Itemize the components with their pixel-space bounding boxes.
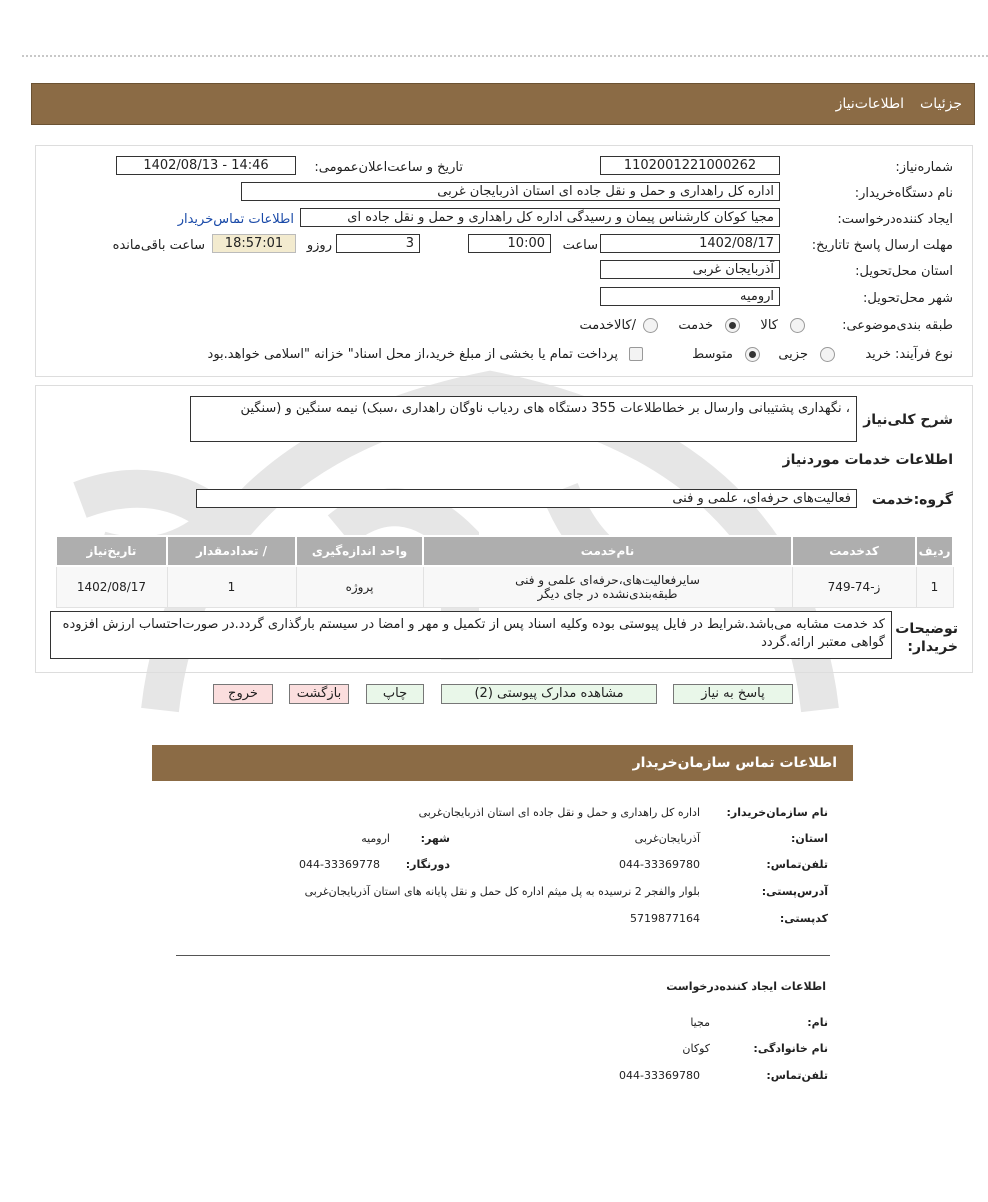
org-label: نام سازمان‌خریدار:	[726, 806, 828, 819]
fax-label: دورنگار:	[405, 858, 450, 871]
creator-field: مجیا کوکان کارشناس پیمان و رسیدگی اداره کل راهداری و حمل و نقل جاده ای	[300, 208, 780, 227]
description-label: شرح کلی‌نیاز	[863, 412, 953, 428]
contact-header	[152, 745, 853, 781]
category-label: طبقه بندی‌موضوعی:	[842, 318, 953, 333]
services-title: اطلاعات خدمات موردنیاز	[782, 452, 953, 468]
process-label: نوع فرآیند:	[895, 347, 953, 362]
buyer-notes-label: توضیحات خریدار:	[895, 621, 958, 655]
creator-phone-value: 044-33369780	[619, 1069, 700, 1082]
category-both-label: /کالاخدمت	[579, 318, 636, 333]
fax-value: 044-33369778	[299, 858, 380, 871]
cell-name-line1: سایر‌فعالیت‌های،حرفه‌ای علمی و فنی	[515, 573, 700, 587]
cell-name	[423, 566, 792, 608]
group-label: گروه:خدمت	[871, 492, 953, 508]
address-value: بلوار والفجر 2 نرسیده به پل میثم اداره کل حمل و نقل پایانه های استان آذربایجان‌غربی	[304, 885, 700, 898]
remaining-time-field: 18:57:01	[212, 234, 296, 253]
view-docs-button[interactable]: مشاهده مدارک پیوستی (2)	[441, 684, 657, 704]
name-label: نام:	[807, 1016, 828, 1029]
deadline-hour-field: 10:00	[468, 234, 551, 253]
payment-checkbox[interactable]	[629, 347, 643, 361]
services-table	[55, 535, 954, 608]
province-label: استان محل‌تحویل:	[855, 264, 953, 279]
phone-label: تلفن‌تماس:	[766, 858, 828, 871]
province-label-2: استان:	[791, 832, 828, 845]
description-field: ، نگهداری پشتیبانی وارسال بر خطاطلاعات 355 دستگاه های ردیاب ناوگان راهداری ،سبک) نیمه سنگین و (سنگین	[190, 396, 857, 442]
buyer-notes-field: کد خدمت مشابه می‌باشد.شرایط در فایل پیوستی بوده وکلیه اسناد پس از تکمیل و مهر و امضا در سیستم بارگذاری گردد.در صورت‌احتساب ارزش افزوده گواهی معتبر ارائه.گردد	[50, 611, 892, 659]
province-value-2: آذربایجان‌غربی	[634, 832, 700, 845]
need-number-field: 1102001221000262	[600, 156, 780, 175]
postal-value: 5719877164	[630, 912, 700, 925]
tab-need-info[interactable]: اطلاعات‌نیاز	[835, 96, 904, 112]
col-row: ردیف	[916, 536, 953, 566]
exit-button[interactable]: خروج	[213, 684, 273, 704]
cell-unit: پروژه	[296, 566, 423, 608]
province-field: آذربایجان غربی	[600, 260, 780, 279]
col-qty: / تعدادمقدار	[167, 536, 296, 566]
category-goods-radio[interactable]	[790, 318, 805, 333]
need-number-label: شماره‌نیاز:	[895, 160, 953, 175]
col-date: تاریخ‌نیاز	[56, 536, 167, 566]
days-label: روزو	[306, 238, 332, 253]
city-value-2: ارومیه	[361, 832, 390, 845]
process-buy-label: خرید	[865, 347, 891, 362]
city-label-2: شهر:	[420, 832, 450, 845]
tab-details[interactable]: جزئیات	[920, 96, 962, 112]
table-row	[56, 566, 953, 608]
city-label: شهر محل‌تحویل:	[863, 291, 953, 306]
payment-note: پرداخت تمام یا بخشی از مبلغ خرید،از محل اسناد" خزانه "اسلامی خواهد.بود	[207, 347, 618, 362]
contact-divider	[176, 955, 830, 956]
cell-qty: 1	[167, 566, 296, 608]
category-both-radio[interactable]	[643, 318, 658, 333]
cell-code: ز-74-749	[792, 566, 916, 608]
deadline-label: مهلت ارسال پاسخ تا‌تاریخ:	[811, 238, 953, 253]
category-service-label: خدمت	[678, 318, 713, 333]
name-value: مجیا	[690, 1016, 710, 1029]
cell-name-line2: طبقه‌بندی‌نشده در جای دیگر	[537, 587, 678, 601]
category-service-radio[interactable]	[725, 318, 740, 333]
city-field: ارومیه	[600, 287, 780, 306]
page-header	[31, 83, 975, 125]
contact-buyer-link[interactable]: اطلاعات تماس‌خریدار	[177, 212, 294, 227]
buyer-label: نام دستگاه‌خریدار:	[854, 186, 953, 201]
creator-label: ایجاد کننده‌درخواست:	[837, 212, 953, 227]
creator-info-title: اطلاعات ایجاد کننده‌درخواست	[666, 980, 826, 993]
process-minor-label: جزیی	[778, 347, 808, 362]
remaining-label: ساعت باقی‌مانده	[112, 238, 205, 253]
cell-row: 1	[916, 566, 953, 608]
group-field: فعالیت‌های حرفه‌ای، علمی و فنی	[196, 489, 857, 508]
postal-label: کد‌پستی:	[779, 912, 828, 925]
deadline-date-field: 1402/08/17	[600, 234, 780, 253]
need-form-panel	[35, 145, 973, 377]
phone-value: 044-33369780	[619, 858, 700, 871]
org-value: اداره کل راهداری و حمل و نقل جاده ای استان اذربایجان‌غربی	[418, 806, 700, 819]
creator-phone-label: تلفن‌تماس:	[766, 1069, 828, 1082]
hour-label: ساعت	[562, 238, 598, 253]
top-divider	[22, 55, 988, 57]
print-button[interactable]: چاپ	[366, 684, 424, 704]
contact-title: اطلاعات تماس سازمان‌خریدار	[632, 755, 837, 771]
category-goods-label: کالا	[760, 318, 778, 333]
col-unit: واحد اندازه‌گیری	[296, 536, 423, 566]
announce-field: 1402/08/13 - 14:46	[116, 156, 296, 175]
buyer-field: اداره کل راهداری و حمل و نقل جاده ای استان اذربایجان غربی	[241, 182, 780, 201]
address-label: آدرس‌پستی:	[761, 885, 828, 898]
process-medium-radio[interactable]	[745, 347, 760, 362]
announce-label: تاریخ و ساعت‌اعلان‌عمومی:	[314, 160, 463, 175]
family-label: نام خانوادگی:	[753, 1042, 828, 1055]
family-value: کوکان	[682, 1042, 710, 1055]
cell-date: 1402/08/17	[56, 566, 167, 608]
process-medium-label: متوسط	[692, 347, 733, 362]
reply-button[interactable]: پاسخ به نیاز	[673, 684, 793, 704]
back-button[interactable]: بازگشت	[289, 684, 349, 704]
days-field: 3	[336, 234, 420, 253]
col-name: نام‌خدمت	[423, 536, 792, 566]
col-code: کدخدمت	[792, 536, 916, 566]
process-minor-radio[interactable]	[820, 347, 835, 362]
